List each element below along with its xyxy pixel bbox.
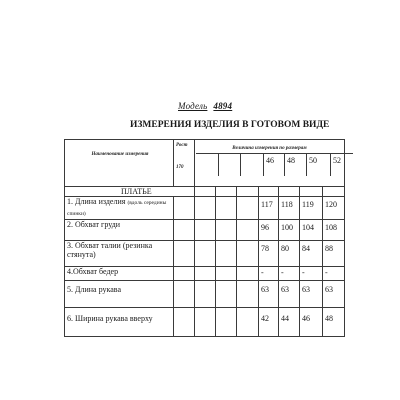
row-value: 63: [279, 281, 300, 308]
section-name: ПЛАТЬЕ: [65, 187, 195, 197]
growth-value: 170: [176, 165, 184, 170]
table-row: [65, 197, 345, 220]
row-value: 63: [259, 281, 279, 308]
row-value: 96: [259, 220, 279, 241]
row-value: 84: [300, 241, 323, 267]
header-name: Наименование измерения: [65, 140, 174, 187]
row-value: 118: [279, 197, 300, 220]
page-title: ИЗМЕРЕНИЯ ИЗДЕЛИЯ В ГОТОВОМ ВИДЕ: [130, 120, 330, 130]
section-row: [65, 187, 345, 197]
row-name: 4.Обхват бедер: [65, 267, 174, 281]
table-header-row: [65, 140, 345, 187]
model-number: 4894: [213, 101, 233, 111]
measurements-table: [64, 139, 345, 337]
row-value: 88: [323, 241, 345, 267]
row-name: 1. Длина изделия (вдоль середины спинки): [65, 197, 174, 220]
table-row: [65, 281, 345, 308]
row-value: 63: [323, 281, 345, 308]
table-row: [65, 267, 345, 281]
row-value: 63: [300, 281, 323, 308]
row-value: 80: [279, 241, 300, 267]
size-label: 48: [287, 156, 295, 165]
row-value: 48: [323, 308, 345, 337]
size-label: 52: [333, 156, 341, 165]
size-label: 50: [309, 156, 317, 165]
header-growth-label: Рост: [176, 143, 188, 148]
row-value: 119: [300, 197, 323, 220]
row-value: 120: [323, 197, 345, 220]
row-value: 46: [300, 308, 323, 337]
row-value: 44: [279, 308, 300, 337]
row-value: -: [323, 267, 345, 281]
row-name: 3. Обхват талии (резинка стянута): [65, 241, 174, 267]
row-value: 78: [259, 241, 279, 267]
row-value: -: [300, 267, 323, 281]
row-value: 100: [279, 220, 300, 241]
row-value: -: [259, 267, 279, 281]
row-value: 117: [259, 197, 279, 220]
row-value: 42: [259, 308, 279, 337]
row-name: 5. Длина рукава: [65, 281, 174, 308]
header-growth: [174, 140, 195, 187]
header-values-cell: [195, 140, 345, 187]
size-label: 46: [266, 156, 274, 165]
row-name: 2. Обхват груди: [65, 220, 174, 241]
row-value: 108: [323, 220, 345, 241]
row-value: -: [279, 267, 300, 281]
table-row: [65, 241, 345, 267]
row-name: 6. Ширина рукава вверху: [65, 308, 174, 337]
model-label: [178, 101, 232, 111]
table-row: [65, 220, 345, 241]
table-row: [65, 308, 345, 337]
header-values: Величина измерения по размерам: [232, 146, 307, 151]
model-prefix: Модель: [178, 101, 208, 111]
row-value: 104: [300, 220, 323, 241]
